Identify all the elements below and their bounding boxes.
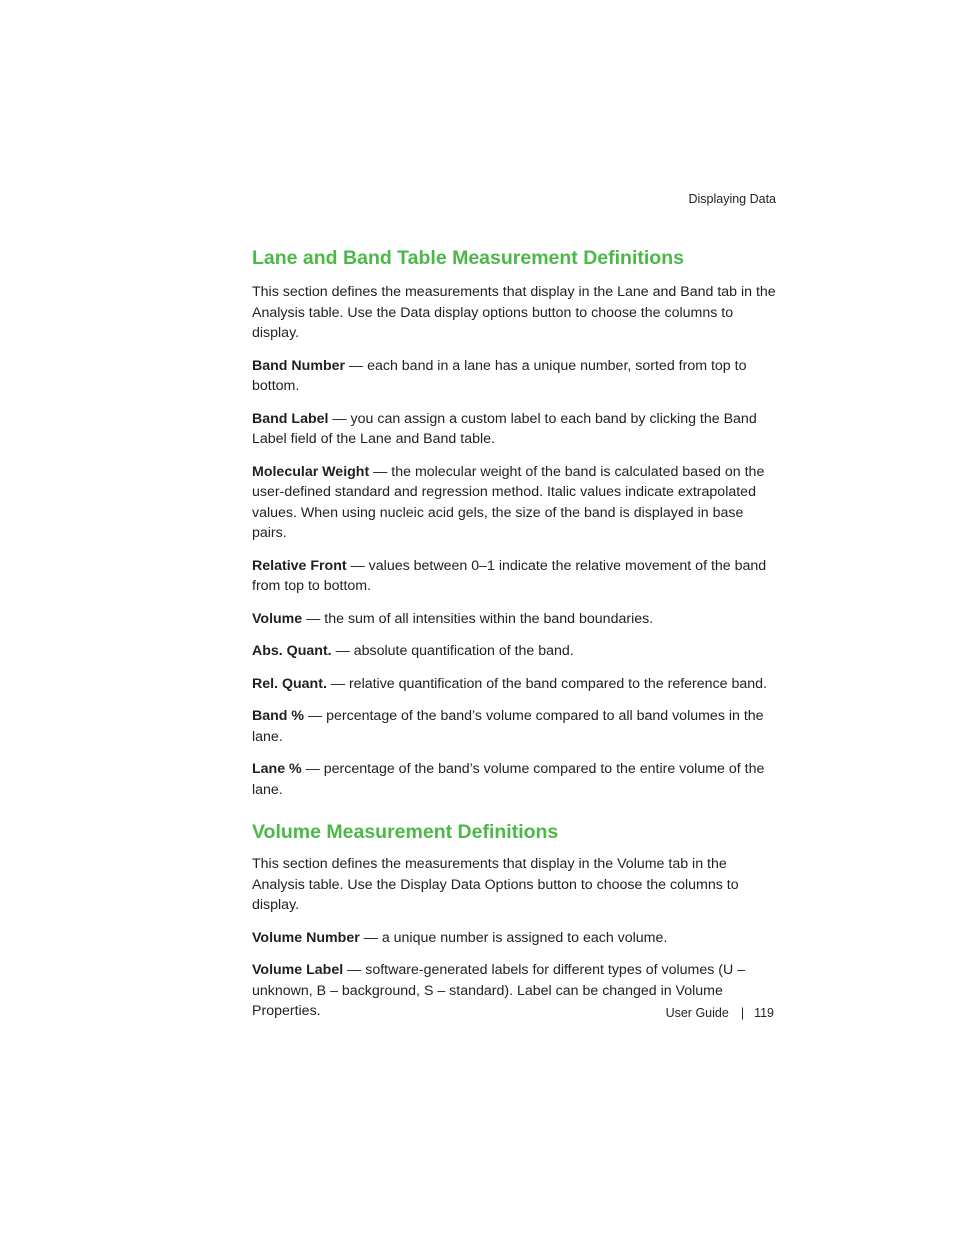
footer-separator: | <box>740 1006 745 1020</box>
definition-desc: — percentage of the band’s volume compared to all band volumes in the lane. <box>252 708 764 745</box>
section-intro: This section defines the measurements that display in the Lane and Band tab in the Analysis table. Use the Data display options button to choose the columns to display. <box>252 284 776 341</box>
definition-desc: — percentage of the band’s volume compared to the entire volume of the lane. <box>252 761 765 798</box>
definition-term: Rel. Quant. <box>252 675 327 692</box>
running-head: Displaying Data <box>688 192 776 206</box>
definition-desc: — a unique number is assigned to each volume. <box>359 929 668 946</box>
definition-term: Band % <box>252 708 305 724</box>
definition-band-label <box>252 409 778 450</box>
section-heading: Volume Measurement Definitions <box>252 821 559 843</box>
definition-desc: — absolute quantification of the band. <box>331 643 574 659</box>
page-footer <box>666 1006 774 1020</box>
definition-desc: — relative quantification of the band compared to the reference band. <box>326 675 767 692</box>
definition-desc: — software-generated labels for different types of volumes (U – unknown, B – background, S – standard). Label can be changed in Volume Properties. <box>252 962 746 1019</box>
definition-volume-number <box>252 928 778 949</box>
page-number: 119 <box>754 1006 774 1020</box>
section-intro: This section defines the measurements that display in the Volume tab in the Analysis table. Use the Display Data Options button to choose the columns to display. <box>252 856 739 913</box>
definition-desc: — each band in a lane has a unique number, sorted from top to bottom. <box>252 357 747 394</box>
definition-desc: — the sum of all intensities within the band boundaries. <box>302 610 654 627</box>
definition-term: Band Number <box>252 357 346 374</box>
definition-molecular-weight <box>252 462 778 544</box>
definition-band-percent <box>252 706 778 747</box>
definition-desc: — values between 0–1 indicate the relative movement of the band from top to bottom. <box>252 557 767 594</box>
definition-term: Volume <box>252 610 303 627</box>
page-content <box>252 244 778 1034</box>
definition-band-number <box>252 356 778 397</box>
definition-term: Abs. Quant. <box>252 643 332 659</box>
section-heading: Lane and Band Table Measurement Definitions <box>252 247 684 269</box>
definition-lane-percent <box>252 759 778 800</box>
definition-abs-quant <box>252 641 778 662</box>
definition-term: Volume Number <box>252 929 360 946</box>
definition-relative-front <box>252 556 778 597</box>
footer-guide-label: User Guide <box>665 1006 729 1020</box>
definition-term: Band Label <box>252 410 329 427</box>
definition-desc: — you can assign a custom label to each band by clicking the Band Label field of the Lane and Band table. <box>252 410 757 447</box>
definition-term: Relative Front <box>252 557 347 574</box>
definition-term: Molecular Weight <box>252 463 370 480</box>
definition-rel-quant <box>252 674 778 695</box>
definition-volume <box>252 609 778 630</box>
definition-desc: — the molecular weight of the band is calculated based on the user-defined standard and regression method. Italic values indicate extrapolated values. When using nucleic acid gels, the size of the band is displayed in base pairs. <box>252 463 765 541</box>
definition-term: Lane % <box>252 761 302 777</box>
definition-term: Volume Label <box>252 962 344 978</box>
